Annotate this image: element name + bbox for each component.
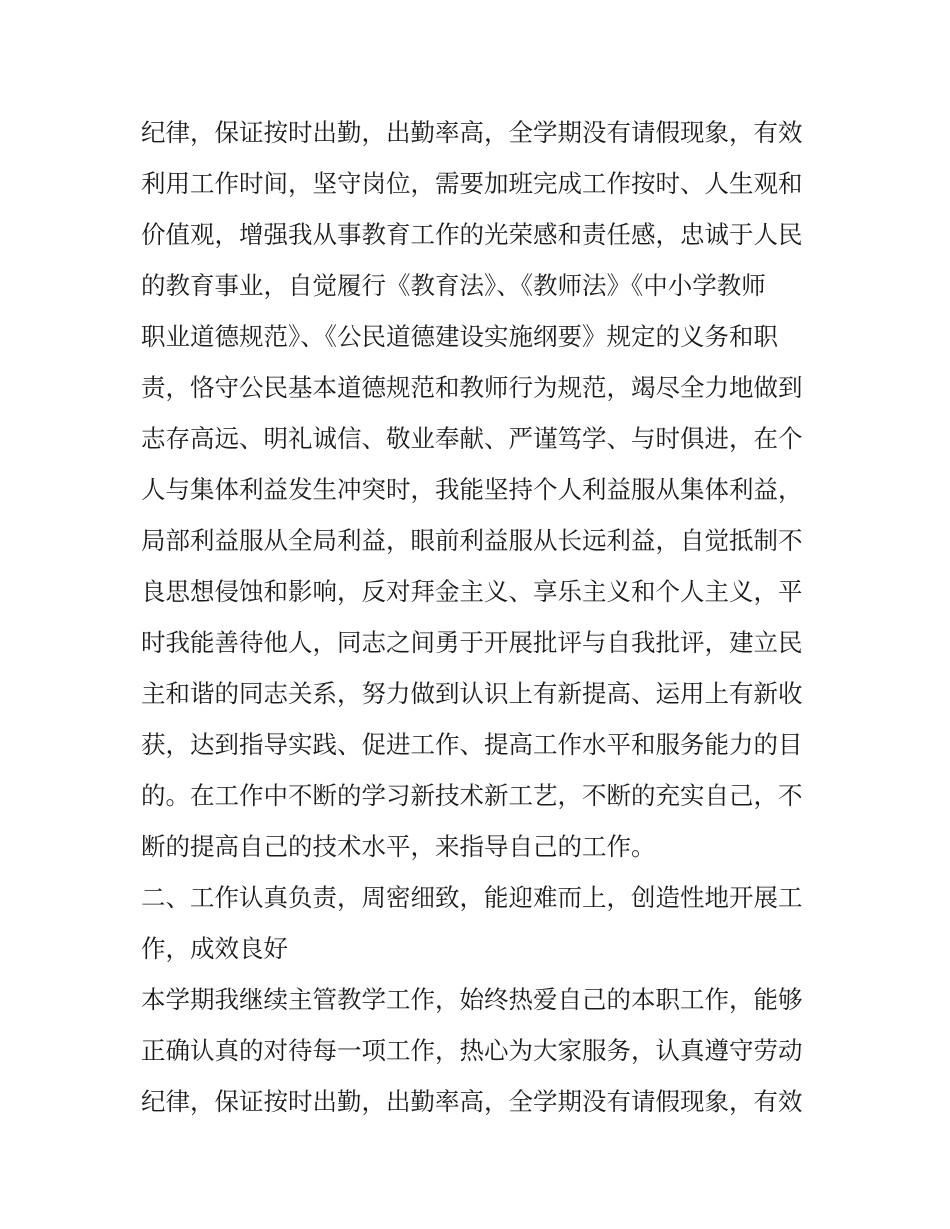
text-line: 纪律，保证按时出勤，出勤率高，全学期没有请假现象，有效 bbox=[141, 1087, 803, 1116]
section-heading-line: 二、工作认真负责，周密细致，能迎难而上，创造性地开展工 bbox=[141, 883, 803, 912]
text-line: 职业道德规范》、《公民道德建设实施纲要》规定的义务和职 bbox=[141, 322, 778, 351]
text-line: 利用工作时间，坚守岗位，需要加班完成工作按时、人生观和 bbox=[141, 169, 803, 198]
text-line: 纪律，保证按时出勤，出勤率高，全学期没有请假现象，有效 bbox=[141, 118, 803, 147]
text-line: 的。在工作中不断的学习新技术新工艺，不断的充实自己，不 bbox=[141, 781, 803, 810]
document-body bbox=[141, 107, 813, 1127]
text-line: 正确认真的对待每一项工作，热心为大家服务，认真遵守劳动 bbox=[141, 1036, 803, 1065]
section-heading-line: 作，成效良好 bbox=[141, 934, 288, 963]
text-line: 获，达到指导实践、促进工作、提高工作水平和服务能力的目 bbox=[141, 730, 803, 759]
text-line: 主和谐的同志关系，努力做到认识上有新提高、运用上有新收 bbox=[141, 679, 803, 708]
text-line: 人与集体利益发生冲突时，我能坚持个人利益服从集体利益， bbox=[141, 475, 803, 504]
text-line: 局部利益服从全局利益，眼前利益服从长远利益，自觉抵制不 bbox=[141, 526, 803, 555]
text-line: 良思想侵蚀和影响，反对拜金主义、享乐主义和个人主义，平 bbox=[141, 577, 803, 606]
text-line: 的教育事业，自觉履行《教育法》、《教师法》《中小学教师 bbox=[141, 271, 766, 300]
text-line: 断的提高自己的技术水平，来指导自己的工作。 bbox=[141, 832, 656, 861]
text-line: 责，恪守公民基本道德规范和教师行为规范，竭尽全力地做到 bbox=[141, 373, 803, 402]
text-line: 本学期我继续主管教学工作，始终热爱自己的本职工作，能够 bbox=[141, 985, 803, 1014]
text-line: 志存高远、明礼诚信、敬业奉献、严谨笃学、与时俱进，在个 bbox=[141, 424, 803, 453]
text-line: 价值观，增强我从事教育工作的光荣感和责任感，忠诚于人民 bbox=[141, 220, 803, 249]
text-line: 时我能善待他人，同志之间勇于开展批评与自我批评，建立民 bbox=[141, 628, 803, 657]
